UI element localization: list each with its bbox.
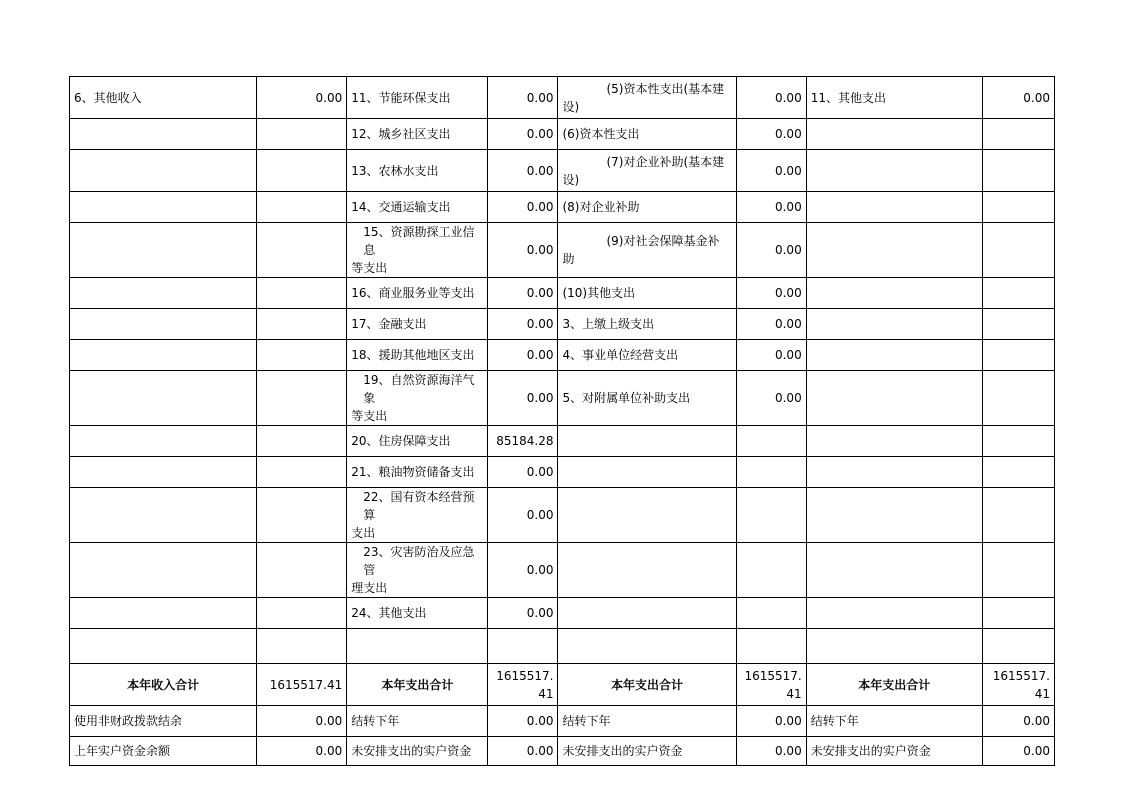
other-total-value	[982, 664, 1054, 706]
other-amount	[982, 309, 1054, 340]
table-row	[70, 278, 1055, 309]
other-item: 11、其他支出	[806, 77, 982, 119]
expense-detail-amount	[736, 426, 806, 457]
other-item	[806, 457, 982, 488]
expense-amount: 0.00	[488, 150, 558, 192]
income-item	[70, 457, 257, 488]
income-amount	[257, 192, 347, 223]
income-item: 6、其他收入	[70, 77, 257, 119]
expense-detail-item: (6)资本性支出	[558, 119, 736, 150]
table-row	[70, 629, 1055, 664]
expense-detail-item	[558, 488, 736, 543]
income-amount: 0.00	[257, 77, 347, 119]
other-item	[806, 278, 982, 309]
table-row	[70, 737, 1055, 766]
expense-amount: 0.00	[488, 223, 558, 278]
table-row	[70, 598, 1055, 629]
expense-amount: 85184.28	[488, 426, 558, 457]
expense-detail-item	[558, 426, 736, 457]
budget-summary-table	[69, 76, 1055, 766]
expense-detail-amount: 0.00	[736, 706, 806, 737]
income-item	[70, 598, 257, 629]
other-item	[806, 119, 982, 150]
other-amount	[982, 629, 1054, 664]
expense-detail-amount	[736, 629, 806, 664]
expense-detail-item: 结转下年	[558, 706, 736, 737]
expense-detail-item	[558, 150, 736, 192]
expense-item-line1: 15、资源勘探工业信息	[363, 225, 475, 257]
expense-amount: 0.00	[488, 543, 558, 598]
expense-item	[347, 543, 488, 598]
other-amount	[982, 278, 1054, 309]
table-row	[70, 706, 1055, 737]
table-row	[70, 119, 1055, 150]
income-amount	[257, 309, 347, 340]
table-row	[70, 371, 1055, 426]
income-amount	[257, 371, 347, 426]
table-row	[70, 488, 1055, 543]
other-amount	[982, 488, 1054, 543]
expense-detail-item	[558, 457, 736, 488]
expense-detail-total-value	[736, 664, 806, 706]
other-item	[806, 150, 982, 192]
expense-item: 12、城乡社区支出	[347, 119, 488, 150]
expense-detail-amount: 0.00	[736, 340, 806, 371]
totals-row	[70, 664, 1055, 706]
income-amount	[257, 340, 347, 371]
income-amount	[257, 119, 347, 150]
table-row	[70, 426, 1055, 457]
table-row	[70, 309, 1055, 340]
expense-item: 21、粮油物资储备支出	[347, 457, 488, 488]
expense-detail-amount: 0.00	[736, 278, 806, 309]
table-row	[70, 77, 1055, 119]
income-item: 上年实户资金余额	[70, 737, 257, 766]
expense-detail-total-value-line1: 1615517.	[744, 668, 802, 683]
other-total-value-line2: 41	[1034, 686, 1050, 701]
expense-item-line1: 22、国有资本经营预算	[363, 490, 475, 522]
expense-detail-total-value-line2: 41	[786, 686, 802, 701]
expense-amount: 0.00	[488, 77, 558, 119]
income-total-value: 1615517.41	[257, 664, 347, 706]
income-amount	[257, 457, 347, 488]
expense-total-value-line1: 1615517.	[496, 668, 554, 683]
other-amount	[982, 543, 1054, 598]
other-item	[806, 488, 982, 543]
income-item	[70, 371, 257, 426]
expense-detail-amount: 0.00	[736, 150, 806, 192]
other-amount: 0.00	[982, 77, 1054, 119]
expense-amount: 0.00	[488, 706, 558, 737]
expense-detail-amount: 0.00	[736, 192, 806, 223]
income-item	[70, 543, 257, 598]
expense-amount: 0.00	[488, 278, 558, 309]
expense-detail-amount: 0.00	[736, 737, 806, 766]
table-row	[70, 223, 1055, 278]
expense-amount: 0.00	[488, 192, 558, 223]
income-item	[70, 278, 257, 309]
expense-detail-item	[558, 629, 736, 664]
other-item	[806, 192, 982, 223]
expense-item	[347, 488, 488, 543]
expense-item-line1: 23、灾害防治及应急管	[363, 545, 475, 577]
expense-item: 18、援助其他地区支出	[347, 340, 488, 371]
expense-detail-item	[558, 77, 736, 119]
expense-amount: 0.00	[488, 457, 558, 488]
other-item: 结转下年	[806, 706, 982, 737]
other-total-value-line1: 1615517.	[992, 668, 1050, 683]
other-item	[806, 223, 982, 278]
expense-item: 16、商业服务业等支出	[347, 278, 488, 309]
other-item	[806, 426, 982, 457]
income-item	[70, 426, 257, 457]
income-amount	[257, 426, 347, 457]
other-amount	[982, 371, 1054, 426]
expense-item: 20、住房保障支出	[347, 426, 488, 457]
expense-total-value-line2: 41	[538, 686, 554, 701]
income-item	[70, 119, 257, 150]
expense-item	[347, 371, 488, 426]
income-item	[70, 309, 257, 340]
expense-detail-amount: 0.00	[736, 309, 806, 340]
expense-detail-amount	[736, 598, 806, 629]
expense-detail-item: 4、事业单位经营支出	[558, 340, 736, 371]
expense-total-value	[488, 664, 558, 706]
other-amount: 0.00	[982, 706, 1054, 737]
expense-detail-amount	[736, 457, 806, 488]
expense-detail-total-label: 本年支出合计	[558, 664, 736, 706]
other-item	[806, 371, 982, 426]
other-item	[806, 309, 982, 340]
expense-detail-item: (8)对企业补助	[558, 192, 736, 223]
table-row	[70, 192, 1055, 223]
expense-detail-item	[558, 598, 736, 629]
income-amount: 0.00	[257, 706, 347, 737]
expense-item: 13、农林水支出	[347, 150, 488, 192]
other-item	[806, 340, 982, 371]
income-amount	[257, 629, 347, 664]
expense-item-line2: 理支出	[351, 581, 388, 595]
expense-item-line1: 19、自然资源海洋气象	[363, 373, 475, 405]
expense-detail-item: (10)其他支出	[558, 278, 736, 309]
table-row	[70, 150, 1055, 192]
income-item	[70, 488, 257, 543]
other-amount	[982, 457, 1054, 488]
expense-item-line2: 等支出	[351, 409, 388, 423]
income-amount	[257, 598, 347, 629]
income-item	[70, 223, 257, 278]
expense-amount: 0.00	[488, 737, 558, 766]
expense-detail-amount: 0.00	[736, 77, 806, 119]
other-item	[806, 598, 982, 629]
expense-amount: 0.00	[488, 309, 558, 340]
expense-amount	[488, 629, 558, 664]
expense-detail-amount: 0.00	[736, 371, 806, 426]
income-amount: 0.00	[257, 737, 347, 766]
other-item: 未安排支出的实户资金	[806, 737, 982, 766]
expense-item: 未安排支出的实户资金	[347, 737, 488, 766]
income-amount	[257, 488, 347, 543]
expense-detail-item: 3、上缴上级支出	[558, 309, 736, 340]
other-item	[806, 543, 982, 598]
expense-detail-item: 5、对附属单位补助支出	[558, 371, 736, 426]
other-amount	[982, 192, 1054, 223]
other-amount	[982, 150, 1054, 192]
expense-item-line2: 支出	[351, 526, 376, 540]
expense-item: 24、其他支出	[347, 598, 488, 629]
other-item	[806, 629, 982, 664]
expense-amount: 0.00	[488, 119, 558, 150]
income-amount	[257, 543, 347, 598]
other-amount	[982, 223, 1054, 278]
expense-item: 结转下年	[347, 706, 488, 737]
expense-amount: 0.00	[488, 371, 558, 426]
other-total-label: 本年支出合计	[806, 664, 982, 706]
expense-item: 17、金融支出	[347, 309, 488, 340]
income-item: 使用非财政拨款结余	[70, 706, 257, 737]
expense-item: 11、节能环保支出	[347, 77, 488, 119]
expense-amount: 0.00	[488, 340, 558, 371]
income-total-label: 本年收入合计	[70, 664, 257, 706]
other-amount	[982, 598, 1054, 629]
other-amount: 0.00	[982, 737, 1054, 766]
expense-detail-line1: (7)对企业补助(基本建	[606, 154, 725, 169]
expense-detail-line2: 设)	[562, 172, 580, 187]
expense-detail-item	[558, 223, 736, 278]
expense-item	[347, 223, 488, 278]
other-amount	[982, 340, 1054, 371]
expense-total-label: 本年支出合计	[347, 664, 488, 706]
table-row	[70, 543, 1055, 598]
expense-item	[347, 629, 488, 664]
income-item	[70, 629, 257, 664]
income-item	[70, 192, 257, 223]
expense-detail-line1: (9)对社会保障基金补	[606, 234, 720, 248]
expense-detail-amount	[736, 543, 806, 598]
expense-detail-line2: 设)	[562, 99, 580, 114]
income-amount	[257, 150, 347, 192]
expense-detail-amount: 0.00	[736, 119, 806, 150]
expense-amount: 0.00	[488, 598, 558, 629]
income-item	[70, 340, 257, 371]
income-amount	[257, 278, 347, 309]
expense-item: 14、交通运输支出	[347, 192, 488, 223]
other-amount	[982, 426, 1054, 457]
expense-detail-item	[558, 543, 736, 598]
expense-detail-amount: 0.00	[736, 223, 806, 278]
income-amount	[257, 223, 347, 278]
table-row	[70, 340, 1055, 371]
expense-detail-item: 未安排支出的实户资金	[558, 737, 736, 766]
table-row	[70, 457, 1055, 488]
expense-item-line2: 等支出	[351, 261, 388, 275]
income-item	[70, 150, 257, 192]
expense-detail-line2: 助	[562, 252, 575, 266]
other-amount	[982, 119, 1054, 150]
expense-amount: 0.00	[488, 488, 558, 543]
expense-detail-line1: (5)资本性支出(基本建	[606, 81, 725, 96]
expense-detail-amount	[736, 488, 806, 543]
